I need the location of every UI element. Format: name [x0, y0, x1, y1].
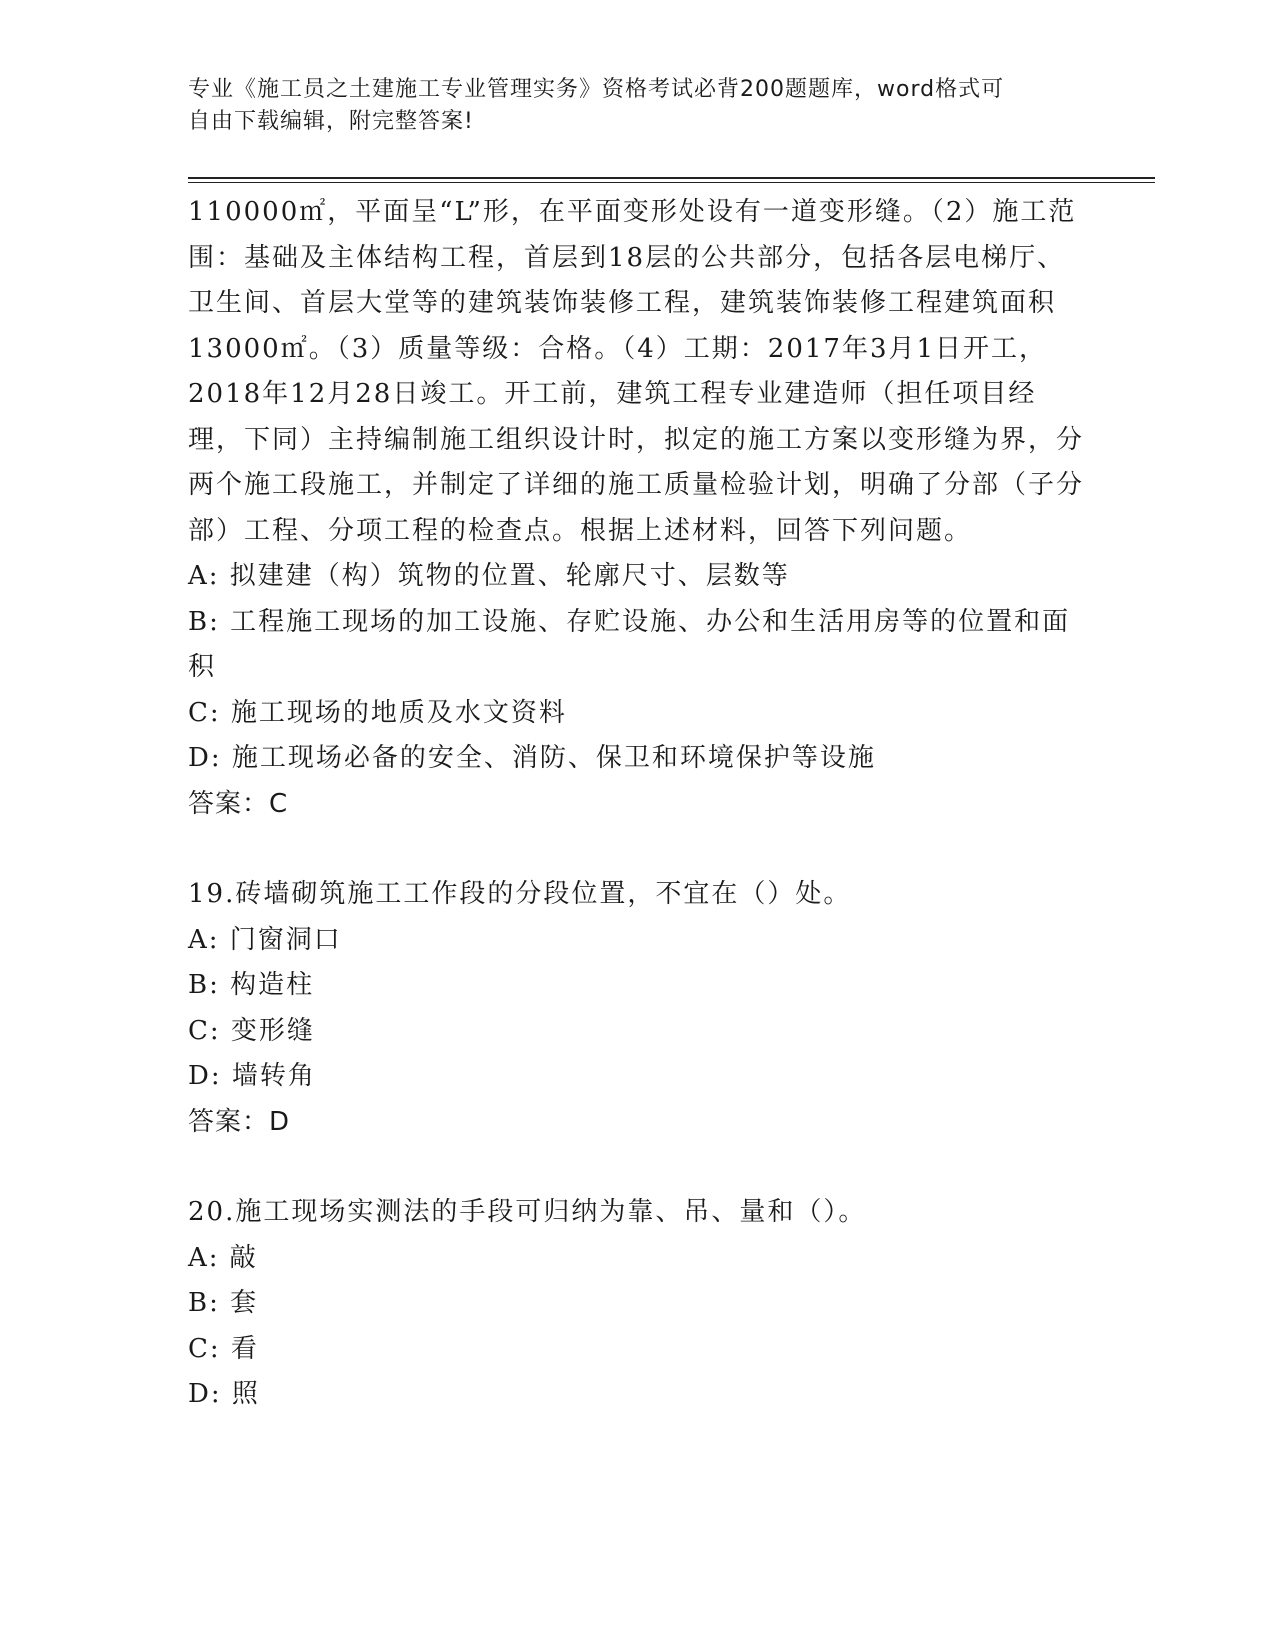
header-rule-thin — [188, 182, 1155, 183]
option-d: D: 施工现场必备的安全、消防、保卫和环境保护等设施 — [188, 743, 876, 773]
question-19 — [188, 872, 1088, 1145]
spacer — [188, 827, 1088, 872]
question-stem: 19.砖墙砌筑施工工作段的分段位置，不宜在（）处。 — [188, 879, 852, 909]
question-20 — [188, 1190, 1088, 1418]
option-a: A: 门窗洞口 — [188, 924, 342, 955]
header-line-1: 专业《施工员之土建施工专业管理实务》资格考试必背200题题库，word格式可 — [188, 77, 1005, 102]
question-18 — [188, 190, 1088, 827]
document-header — [188, 74, 1088, 138]
option-d: D: 墙转角 — [188, 1061, 316, 1091]
option-c: C: 施工现场的地质及水文资料 — [188, 697, 567, 728]
header-line-2: 自由下载编辑，附完整答案! — [188, 109, 474, 134]
option-c: C: 看 — [188, 1333, 259, 1364]
answer-text: 答案：D — [188, 1106, 291, 1137]
question-stem: 20.施工现场实测法的手段可归纳为靠、吊、量和（）。 — [188, 1197, 867, 1227]
option-b: B: 套 — [188, 1288, 259, 1318]
spacer — [188, 1145, 1088, 1190]
question-stem: 110000㎡，平面呈“L”形，在平面变形处设有一道变形缝。（2）施工范围：基础及主体结构工程，首层到18层的公共部分，包括各层电梯厅、卫生间、首层大堂等的建筑装饰装修工程，建筑装饰装修工程建筑面积13000㎡。（3）质量等级：合格。（4）工期：2017年3月1日开工，2018年12月28日竣工。开工前，建筑工程专业建造师（担任项目经理，下同）主持编制施工组织设计时，拟定的施工方案以变形缝为界，分两个施工段施工，并制定了详细的施工质量检验计划，明确了分部（子分部）工程、分项工程的检查点。根据上述材料，回答下列问题。 — [188, 197, 1085, 546]
answer-text: 答案：C — [188, 788, 289, 819]
option-d: D: 照 — [188, 1379, 260, 1409]
option-a: A: 拟建建（构）筑物的位置、轮廓尺寸、层数等 — [188, 561, 790, 591]
option-c: C: 变形缝 — [188, 1015, 315, 1046]
option-a: A: 敲 — [188, 1242, 258, 1273]
option-b: B: 构造柱 — [188, 970, 315, 1000]
option-b: B: 工程施工现场的加工设施、存贮设施、办公和生活用房等的位置和面积 — [188, 606, 1071, 682]
header-rule-thick — [188, 177, 1155, 179]
document-body — [188, 190, 1088, 1418]
